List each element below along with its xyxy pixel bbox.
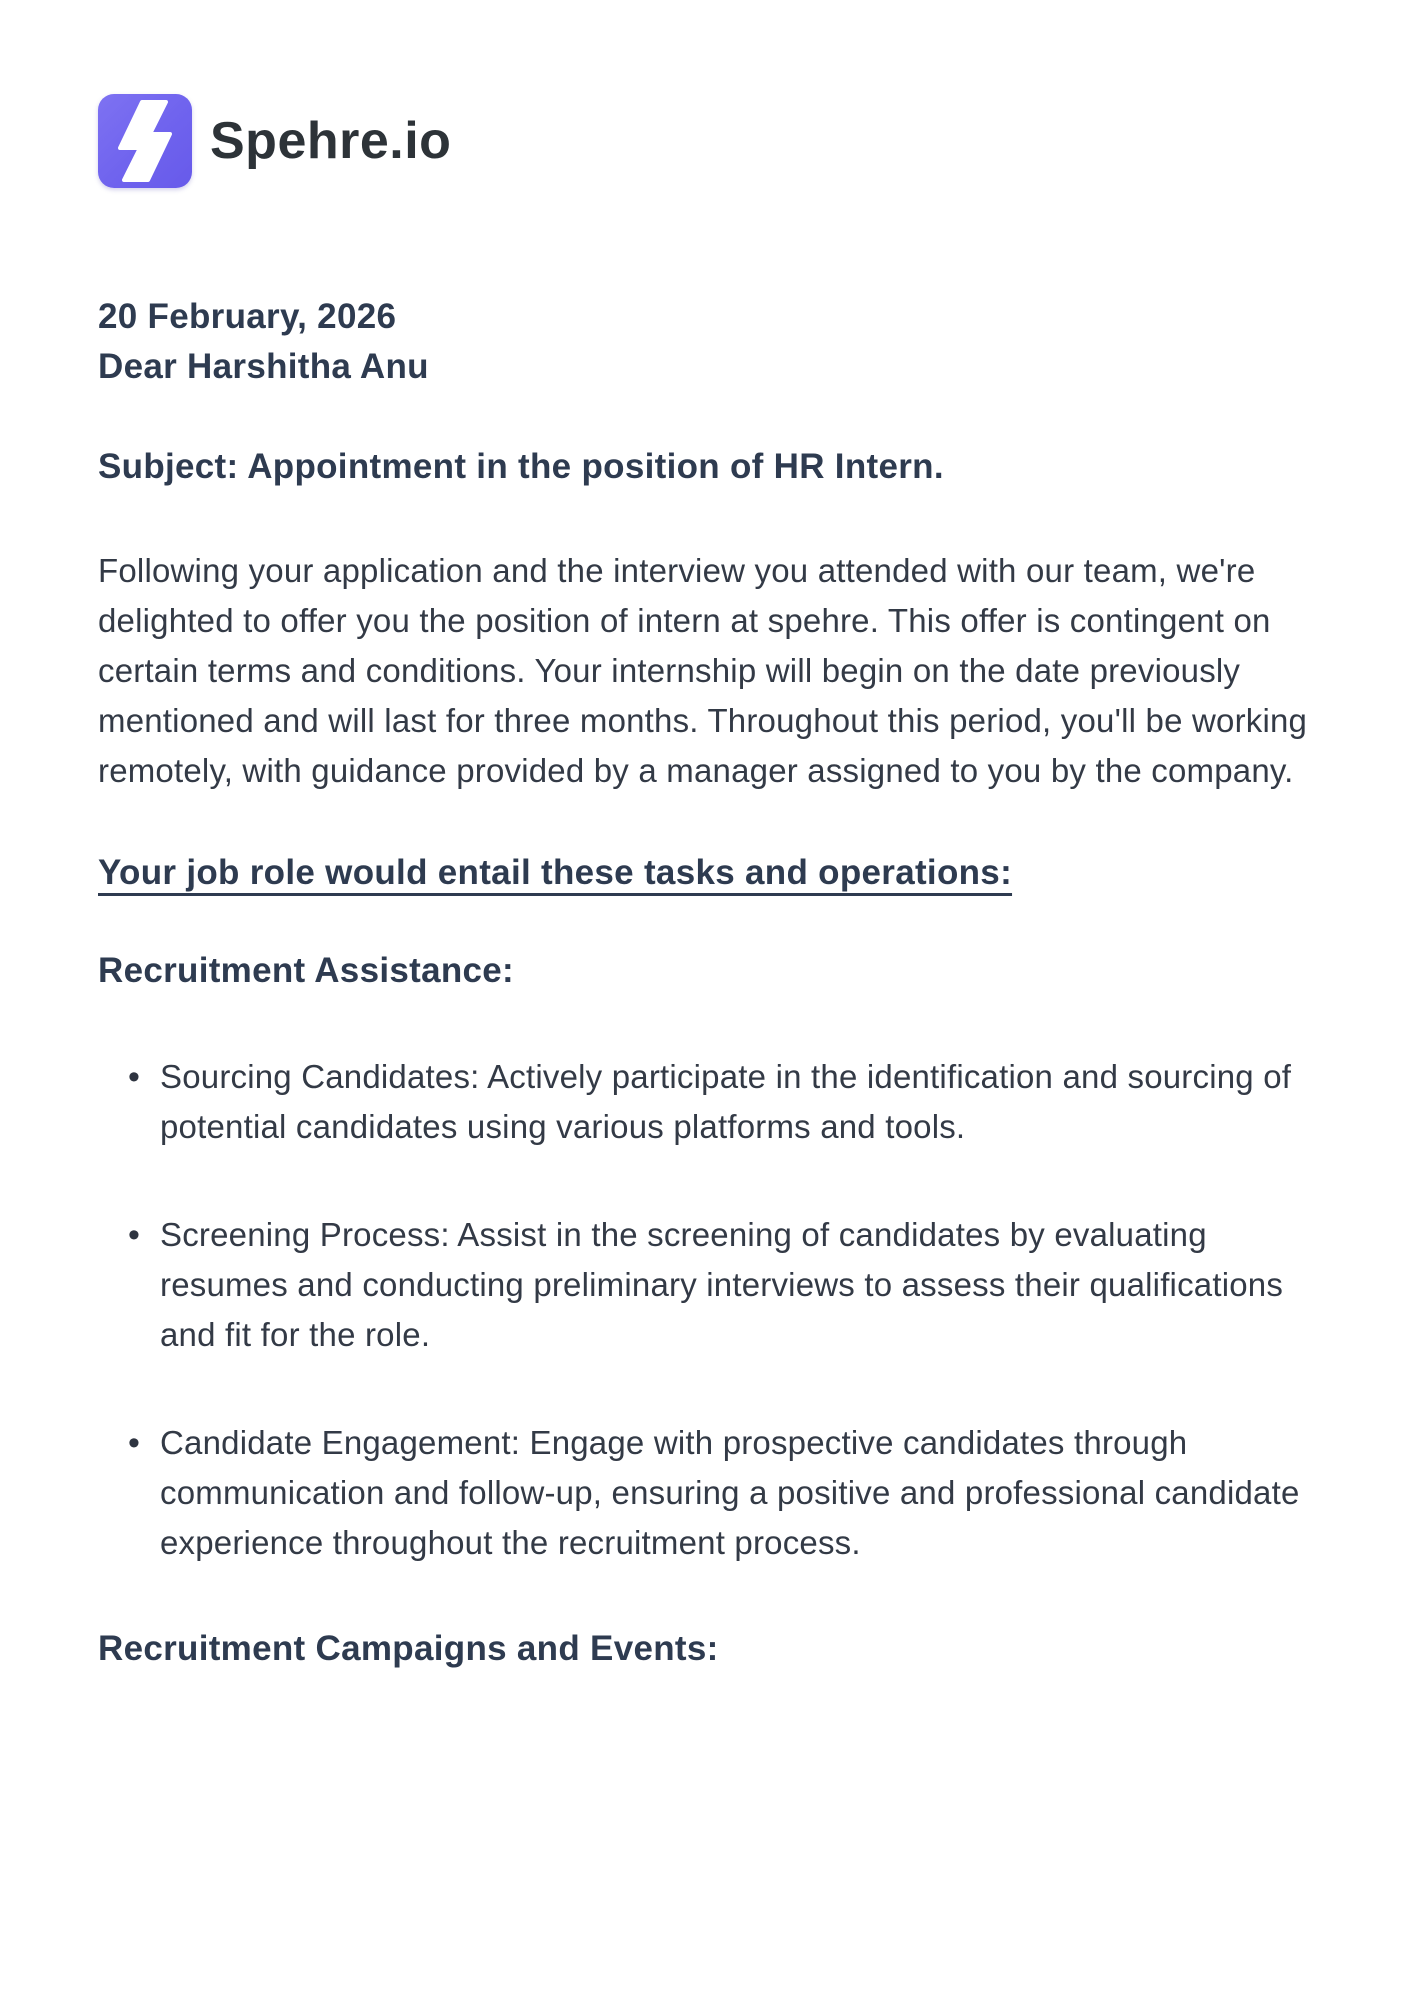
subject-line: Subject: Appointment in the position of HR Intern. bbox=[98, 447, 944, 486]
tasks-heading: Your job role would entail these tasks and operations: bbox=[98, 853, 1013, 892]
intro-paragraph: Following your application and the interview you attended with our team, we're delighted to offer you the position of intern at spehre. This offer is contingent on certain terms and conditions. Your internship will begin on the date previously mentioned and will last for three months. Throughout this period, you'll be working remotely, with guidance provided by a manager assigned to you by the company. bbox=[98, 552, 1308, 789]
recruitment-assistance-list bbox=[98, 1052, 1310, 1568]
brand-name: Spehre.io bbox=[210, 112, 452, 170]
date-block bbox=[98, 292, 1310, 392]
list-item-sourcing-candidates: • Sourcing Candidates: Actively participate in the identification and sourcing of potential candidates using various platforms and tools. bbox=[98, 1052, 1310, 1152]
section-title-recruitment-campaigns: Recruitment Campaigns and Events: bbox=[98, 1629, 719, 1668]
list-item-screening-process: • Screening Process: Assist in the screening of candidates by evaluating resumes and conducting preliminary interviews to assess their qualifications and fit for the role. bbox=[98, 1210, 1310, 1360]
list-item-candidate-engagement: • Candidate Engagement: Engage with prospective candidates through communication and follow-up, ensuring a positive and professional candidate experience throughout the recruitment process. bbox=[98, 1418, 1310, 1568]
spehre-logo-icon bbox=[98, 94, 192, 188]
letter-date: 20 February, 2026 bbox=[98, 297, 397, 336]
brand-header bbox=[98, 94, 1310, 188]
salutation: Dear Harshitha Anu bbox=[98, 347, 429, 386]
section-title-recruitment-assistance: Recruitment Assistance: bbox=[98, 951, 515, 990]
